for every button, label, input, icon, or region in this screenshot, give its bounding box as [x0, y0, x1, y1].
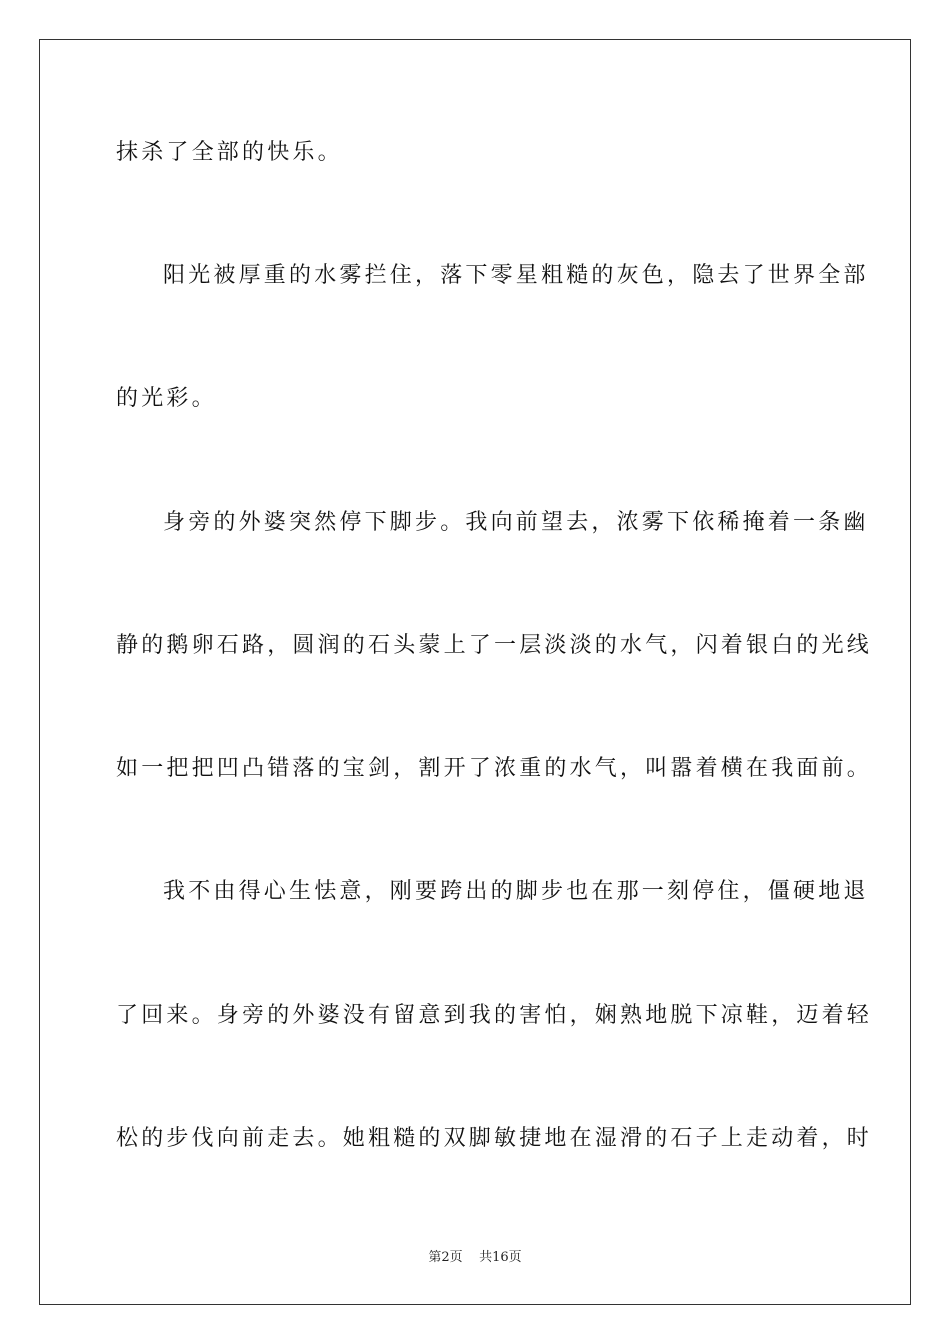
text-line: 静的鹅卵石路，圆润的石头蒙上了一层淡淡的水气，闪着银白的光线: [116, 633, 873, 658]
page-frame: [39, 39, 911, 1305]
text-line: 抹杀了全部的快乐。: [116, 140, 343, 165]
text-line: 的光彩。: [116, 386, 217, 411]
text-line: 如一把把凹凸错落的宝剑，割开了浓重的水气，叫嚣着横在我面前。: [116, 756, 873, 781]
page-footer: [0, 1249, 950, 1267]
text-line: 了回来。身旁的外婆没有留意到我的害怕，娴熟地脱下凉鞋，迈着轻: [116, 1003, 873, 1028]
text-line: 阳光被厚重的水雾拦住，落下零星粗糙的灰色，隐去了世界全部: [163, 263, 869, 288]
text-line: 我不由得心生怯意，刚要跨出的脚步也在那一刻停住，僵硬地退: [163, 879, 869, 904]
page-number: 第2页: [428, 1250, 463, 1265]
total-pages: 共16页: [479, 1250, 522, 1265]
text-line: 松的步伐向前走去。她粗糙的双脚敏捷地在湿滑的石子上走动着，时: [116, 1126, 873, 1151]
text-line: 身旁的外婆突然停下脚步。我向前望去，浓雾下依稀掩着一条幽: [163, 510, 869, 535]
